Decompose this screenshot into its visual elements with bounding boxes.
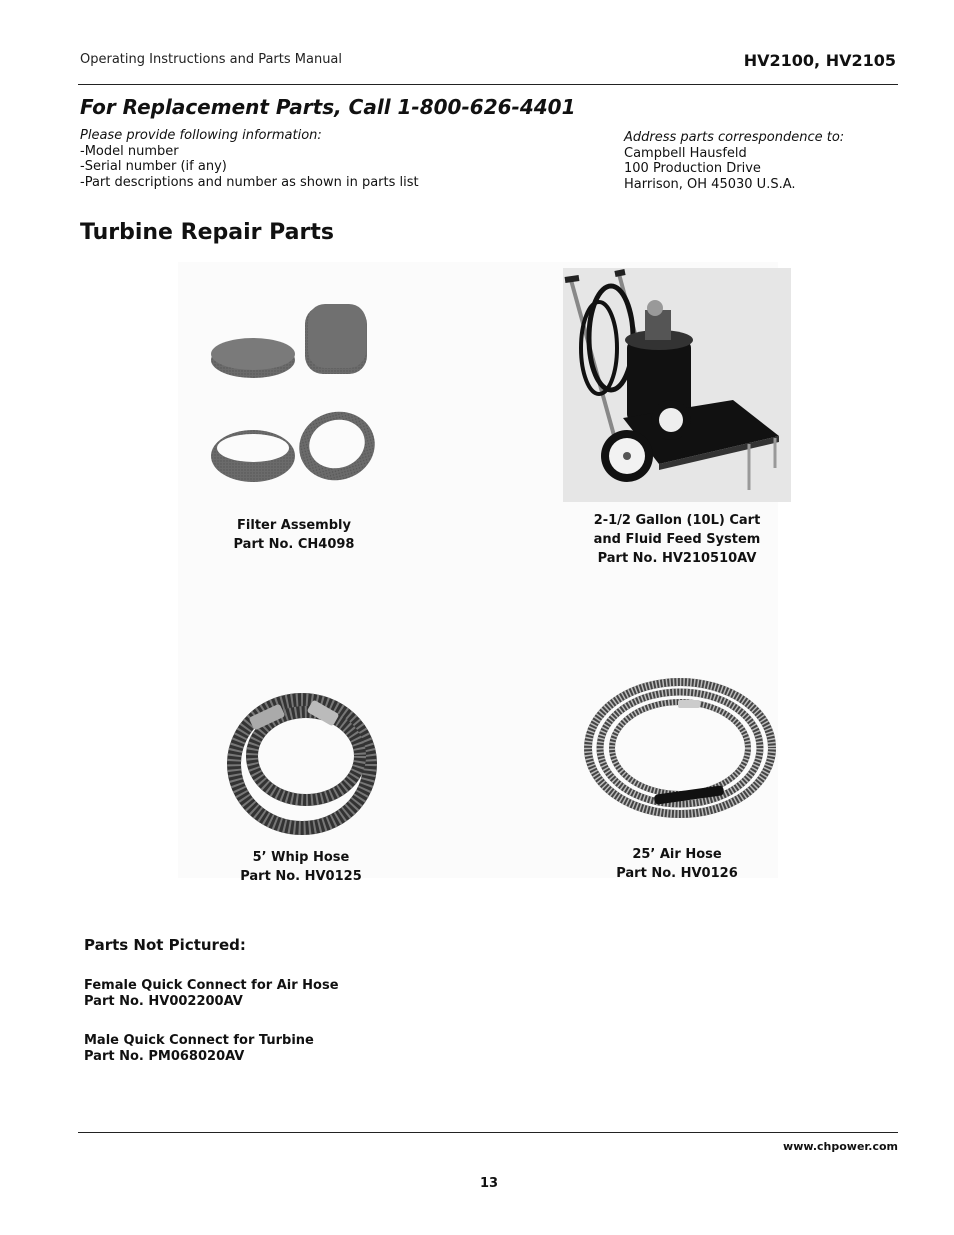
cart-caption — [570, 511, 784, 568]
part-name: Female Quick Connect for Air Hose — [84, 978, 339, 993]
part-number: Part No. HV0125 — [240, 869, 362, 884]
part-number: Part No. HV210510AV — [597, 551, 757, 566]
part-number: Part No. HV002200AV — [84, 993, 243, 1009]
header-divider — [78, 84, 898, 85]
page-number: 13 — [479, 1176, 499, 1191]
info-item: -Model number — [80, 143, 179, 159]
website-url: www.chpower.com — [783, 1140, 898, 1153]
address-line: 100 Production Drive — [624, 161, 761, 177]
info-item: -Part descriptions and number as shown in parts list — [80, 174, 419, 190]
manual-title: Operating Instructions and Parts Manual — [80, 52, 343, 67]
not-pictured-item — [84, 978, 339, 1009]
part-name: 5’ Whip Hose — [252, 850, 350, 865]
part-number: Part No. HV0126 — [616, 866, 738, 881]
info-intro: Please provide following information: — [80, 128, 322, 143]
part-name-line1: 2-1/2 Gallon (10L) Cart — [593, 513, 761, 528]
whip-hose-image — [222, 680, 382, 840]
not-pictured-item — [84, 1033, 314, 1064]
not-pictured-title: Parts Not Pictured: — [84, 936, 246, 954]
air-hose-image — [582, 676, 778, 822]
address-line: Campbell Hausfeld — [624, 145, 747, 161]
part-number: Part No. PM068020AV — [84, 1048, 245, 1064]
address-block — [624, 130, 844, 192]
replacement-parts-phone: For Replacement Parts, Call 1-800-626-4401 — [80, 95, 576, 119]
info-item: -Serial number (if any) — [80, 159, 227, 175]
footer-divider — [78, 1132, 898, 1133]
filter-assembly-image — [205, 298, 385, 498]
address-intro: Address parts correspondence to: — [624, 130, 845, 145]
address-line: Harrison, OH 45030 U.S.A. — [624, 176, 796, 192]
filter-assembly-caption — [200, 516, 388, 554]
part-name: Filter Assembly — [237, 518, 351, 533]
part-name: Male Quick Connect for Turbine — [84, 1033, 314, 1048]
part-number: Part No. CH4098 — [233, 537, 355, 552]
part-name: 25’ Air Hose — [632, 847, 722, 862]
model-numbers: HV2100, HV2105 — [743, 51, 896, 70]
section-title: Turbine Repair Parts — [80, 220, 334, 245]
air-hose-caption — [582, 845, 772, 883]
part-name-line2: and Fluid Feed System — [593, 532, 761, 547]
cart-fluid-feed-image — [563, 268, 791, 502]
whip-hose-caption — [206, 848, 396, 886]
info-block — [80, 128, 419, 190]
